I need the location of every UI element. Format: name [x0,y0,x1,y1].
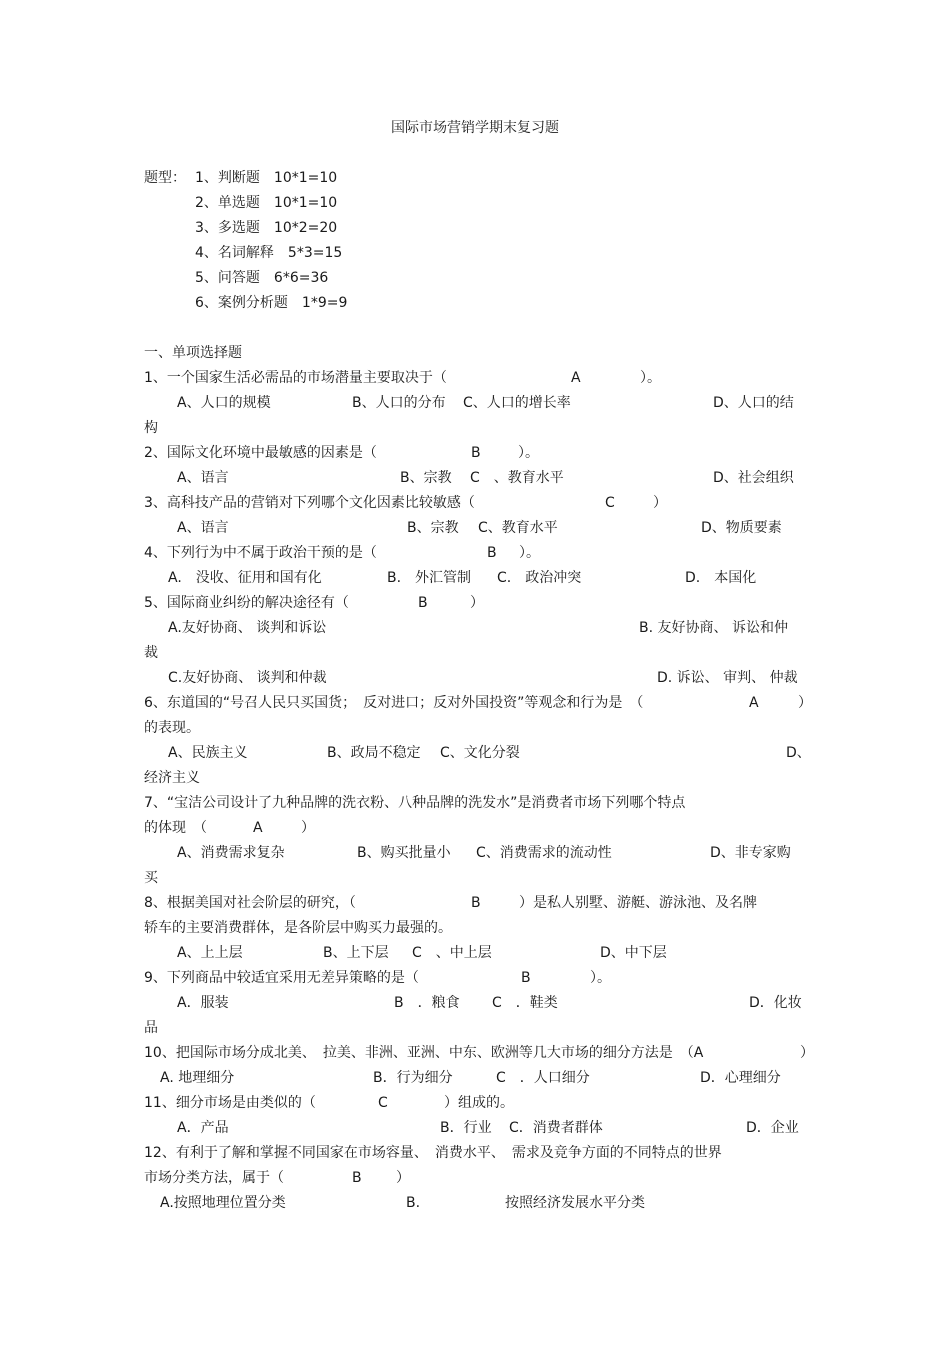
option-d: D. 诉讼、 审判、 仲裁 [657,670,798,686]
option-b: B. [406,1195,421,1211]
question-stem-end: ）。 [640,370,661,386]
question-stem: 9、下列商品中较适宜采用无差异策略的是（ [144,970,419,986]
option-a: A、人口的规模 [177,395,271,411]
question-stem-end: ）。 [518,445,539,461]
question-stem-end: ）组成的。 [444,1095,514,1111]
question-stem-end: ）。 [590,970,611,986]
answer-key: A [749,695,759,711]
answer-key: B [487,545,497,561]
question-stem: 12、有利于了解和掌握不同国家在市场容量、 消费水平、 需求及竞争方面的不同特点的世界 [144,1145,722,1161]
option-a: A、上上层 [177,945,243,961]
question-stem-end: ） [470,595,484,611]
option-wrap: 品 [144,1020,158,1036]
question-stem: 3、高科技产品的营销对下列哪个文化因素比较敏感（ [144,495,475,511]
option-a: A、语言 [177,470,229,486]
question-stem-end: ） [653,495,667,511]
question-stem-end: ）。 [519,545,540,561]
option-c: C ．鞋类 [492,995,558,1011]
option-b: B．行业 [440,1120,492,1136]
type-item: 5、问答题 6*6=36 [195,270,329,286]
option-wrap: 构 [144,420,158,436]
answer-key: B [521,970,531,986]
answer-key: C [378,1095,388,1111]
answer-key: C [605,495,615,511]
question-stem-end: ）是私人别墅、游艇、游泳池、及名牌 [519,895,757,911]
question-stem: 5、国际商业纠纷的解决途径有（ [144,595,349,611]
option-d: D. 本国化 [685,570,757,586]
option-a: A、民族主义 [168,745,248,761]
section-heading: 一、单项选择题 [144,345,242,361]
option-b: B. 外汇管制 [387,570,472,586]
option-b: B、宗教 [407,520,459,536]
option-a: A．产品 [177,1120,229,1136]
option-c: C、消费需求的流动性 [476,845,612,861]
question-stem-end: ） [301,820,315,836]
option-a: A. 地理细分 [160,1070,235,1086]
option-c: C、文化分裂 [440,745,520,761]
option-c: C.友好协商、 谈判和仲裁 [168,670,327,686]
option-a: A、语言 [177,520,229,536]
question-stem-cont: 的体现 （ [144,820,207,836]
option-d: D、物质要素 [701,520,782,536]
option-d: D．化妆 [749,995,802,1011]
question-stem: 10、把国际市场分成北美、 拉美、非洲、亚洲、中东、欧洲等几大市场的细分方法是 （A [144,1045,704,1061]
question-stem-end: ） [798,695,812,711]
question-stem-end: ） [800,1045,814,1061]
option-d: D、社会组织 [713,470,794,486]
page-title: 国际市场营销学期末复习题 [391,120,559,136]
option-c: C. 政治冲突 [497,570,582,586]
option-c: C．消费者群体 [509,1120,603,1136]
option-b: B、购买批量小 [357,845,451,861]
answer-key: A [253,820,263,836]
type-item: 3、多选题 10*2=20 [195,220,338,236]
question-stem-end: ） [396,1170,410,1186]
types-label: 题型： [144,170,186,186]
option-d: D、人口的结 [713,395,794,411]
question-stem: 7、“宝洁公司设计了九种品牌的洗衣粉、八种品牌的洗发水”是消费者市场下列哪个特点 [144,795,686,811]
option-a: A、消费需求复杂 [177,845,285,861]
answer-key: B [418,595,428,611]
option-c: C 、教育水平 [470,470,564,486]
option-b: B. 友好协商、 诉讼和仲 [639,620,788,636]
option-b: B、人口的分布 [352,395,446,411]
question-stem-cont: 轿车的主要消费群体，是各阶层中购买力最强的。 [144,920,452,936]
option-c: C、教育水平 [478,520,558,536]
option-c: C ．人口细分 [496,1070,590,1086]
option-c: C、人口的增长率 [463,395,571,411]
answer-key: B [471,445,481,461]
question-stem: 2、国际文化环境中最敏感的因素是（ [144,445,377,461]
type-item: 1、判断题 10*1=10 [195,170,338,186]
question-stem: 4、下列行为中不属于政治干预的是（ [144,545,377,561]
option-a: A．服装 [177,995,229,1011]
answer-key: A [571,370,581,386]
type-item: 4、名词解释 5*3=15 [195,245,343,261]
option-a: A.友好协商、 谈判和诉讼 [168,620,327,636]
option-d: D、 [786,745,811,761]
option-wrap: 裁 [144,645,158,661]
option-wrap: 经济主义 [144,770,200,786]
question-stem-cont: 的表现。 [144,720,200,736]
question-stem-cont: 市场分类方法，属于（ [144,1170,284,1186]
option-b: B．行为细分 [373,1070,453,1086]
option-d: D．企业 [746,1120,799,1136]
option-b-text: 按照经济发展水平分类 [505,1195,645,1211]
option-c: C 、中上层 [412,945,492,961]
question-stem: 6、东道国的“号召人民只买国货； 反对进口；反对外国投资”等观念和行为是 （ [144,695,644,711]
type-item: 2、单选题 10*1=10 [195,195,338,211]
option-wrap: 买 [144,870,158,886]
question-stem: 8、根据美国对社会阶层的研究，（ [144,895,356,911]
question-stem: 1、一个国家生活必需品的市场潜量主要取决于（ [144,370,447,386]
option-b: B、上下层 [323,945,389,961]
option-d: D、非专家购 [710,845,791,861]
option-b: B、宗教 [400,470,452,486]
option-b: B、政局不稳定 [327,745,421,761]
option-d: D．心理细分 [700,1070,781,1086]
option-b: B ．粮食 [394,995,460,1011]
option-a: A.按照地理位置分类 [160,1195,286,1211]
answer-key: B [471,895,481,911]
type-item: 6、案例分析题 1*9=9 [195,295,348,311]
option-a: A. 没收、征用和国有化 [168,570,322,586]
question-stem: 11、细分市场是由类似的（ [144,1095,316,1111]
answer-key: B [352,1170,362,1186]
option-d: D、中下层 [600,945,667,961]
